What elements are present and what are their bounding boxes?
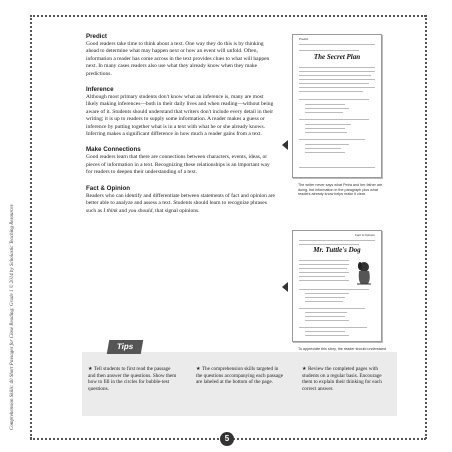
section-body: Good readers take time to think about a text. One way they do this is by thinking ahead to determine what may happen next or how an event will unfold. Often, information a reader has come across in the text provides clues to what will happen next. In many cases readers also use what they already know when they make predictions. bbox=[86, 41, 270, 77]
section-heading: Inference bbox=[86, 86, 114, 94]
section-heading: Make Connections bbox=[86, 146, 141, 154]
section-body: Good readers learn that there are connections between characters, events, ideas, or pieces of information in a text. Recognizing these relationships is an important way for readers to deepen their understanding of a text. bbox=[86, 154, 270, 176]
page-border-top bbox=[30, 15, 426, 17]
thumbnail-title: Mr. Tuttle's Dog bbox=[313, 246, 361, 254]
side-credit: Comprehension Skills: 40 Short Passages for Close Reading: Grade 1 © 2014 by Scholastic Teaching Resources bbox=[10, 204, 15, 430]
page-border-left bbox=[30, 15, 32, 439]
section-heading: Predict bbox=[86, 33, 107, 40]
section-predict bbox=[86, 33, 276, 78]
thumbnail-title: The Secret Plan bbox=[313, 53, 361, 61]
section-body: Although most primary students don't know what an inference is, many are most likely making inferences—both in their daily lives and when reading—without being aware of it. Students should understand that writers don't include every detail in their writing; it is up to readers to supply some information. A reader makes a guess or inference by putting together what is in a text with what he or she already knows. Inferring makes a significant difference in how much a reader gains from a text. bbox=[86, 94, 274, 138]
worksheet-thumbnail bbox=[292, 34, 382, 178]
caption-pointer-icon bbox=[282, 282, 288, 292]
tips-label: Tips bbox=[107, 340, 143, 354]
main-content bbox=[86, 33, 276, 223]
worksheet-thumbnail bbox=[292, 230, 382, 342]
thumbnail-caption: The writer never says what Petra and her father are doing, but information in the paragraph plus what readers already know helps make it clear. bbox=[298, 183, 383, 197]
thumbnail-tag: Predict bbox=[299, 37, 309, 41]
section-inference bbox=[86, 86, 276, 138]
tip-item: ★ The comprehension skills targeted in the questions accompanying each passage are labeled at the bottom of the page. bbox=[196, 366, 284, 386]
tip-item: ★ Review the completed pages with students on a regular basis. Encourage them to explain their thinking for each correct answer. bbox=[302, 366, 382, 392]
page-border-right bbox=[425, 15, 427, 439]
section-make-connections bbox=[86, 146, 276, 176]
tip-item: ★ Tell students to first read the passage and then answer the questions. Show them how to fill in the circles for bubble-test questions. bbox=[88, 366, 177, 392]
thumbnail-caption: To appreciate this story, the reader should understand bbox=[298, 347, 386, 351]
dog-illustration-icon bbox=[355, 259, 373, 285]
thumbnail-tag: Fact & Opinion bbox=[355, 233, 375, 237]
section-body: Readers who can identify and differentiate between statements of fact and opinion are better able to analyze and assess a text. Students should learn to recognize phrases such as I think and you should, that signal opinions. bbox=[86, 192, 275, 214]
section-fact-opinion bbox=[86, 185, 276, 215]
page-number: 5 bbox=[220, 432, 234, 446]
section-heading: Fact & Opinion bbox=[86, 184, 130, 192]
caption-pointer-icon bbox=[282, 140, 288, 150]
